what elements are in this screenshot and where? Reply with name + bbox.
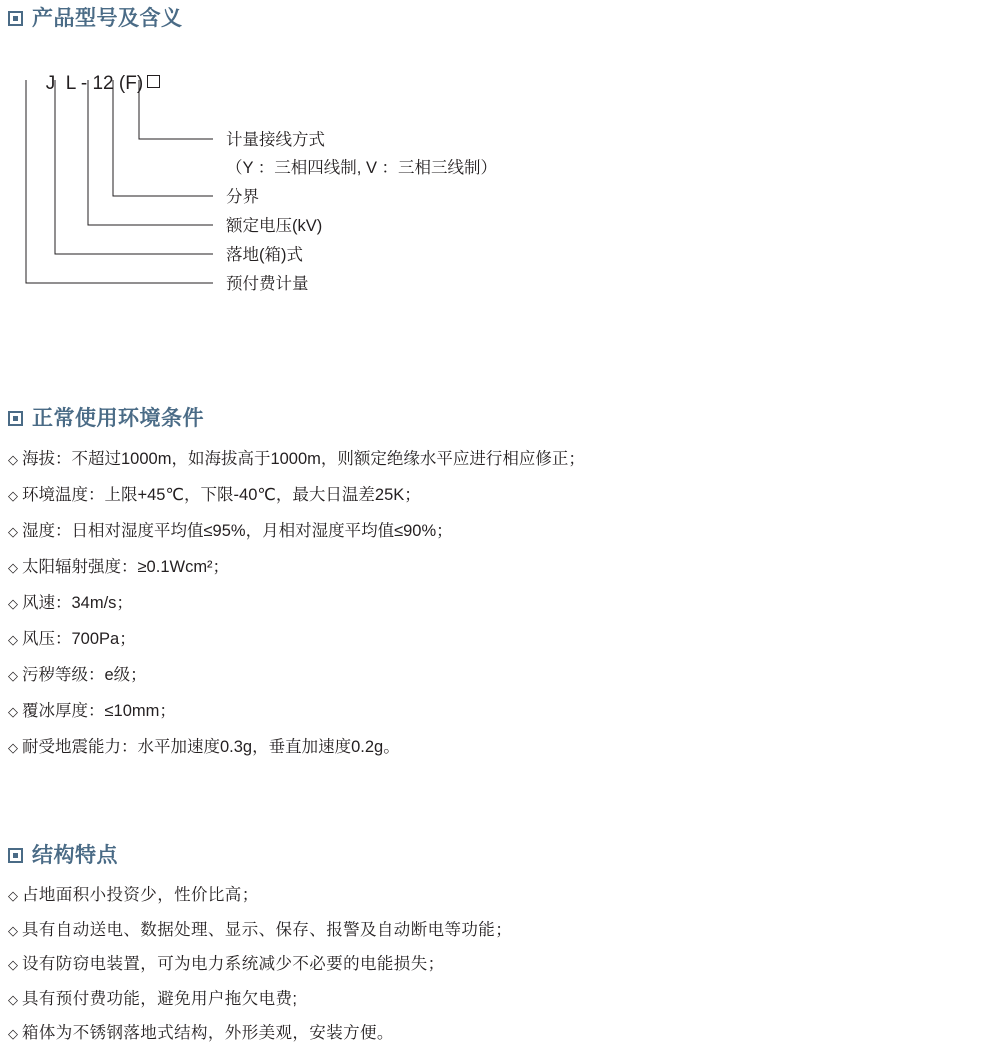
list-item — [8, 523, 968, 540]
label-boundary: 分界 — [226, 188, 259, 206]
diamond-bullet-icon: ◇ — [8, 596, 18, 611]
list-item-text: 耐受地震能力：水平加速度0.3g，垂直加速度0.2g。 — [22, 738, 400, 756]
model-code-value: J L - 12 (F) — [45, 73, 144, 94]
model-code-leader-diagram — [8, 68, 568, 303]
section-marker-icon — [8, 11, 23, 26]
list-item — [8, 739, 968, 756]
label-wiring-legend: （Y ：三相四线制, V ：三相三线制） — [226, 159, 498, 177]
list-item — [8, 956, 968, 973]
section-heading — [8, 408, 968, 429]
section-marker-icon — [8, 411, 23, 426]
list-item-text: 覆冰厚度：≤10mm； — [22, 702, 176, 720]
diamond-bullet-icon: ◇ — [8, 888, 18, 903]
list-item — [8, 703, 968, 720]
diamond-bullet-icon: ◇ — [8, 452, 18, 467]
leader-lines-svg — [8, 68, 568, 303]
diamond-bullet-icon: ◇ — [8, 488, 18, 503]
diamond-bullet-icon: ◇ — [8, 668, 18, 683]
diamond-bullet-icon: ◇ — [8, 740, 18, 755]
diamond-bullet-icon: ◇ — [8, 632, 18, 647]
list-item — [8, 667, 968, 684]
section-environment-conditions — [8, 408, 968, 775]
structure-list — [8, 887, 968, 1042]
section-product-model — [8, 7, 968, 293]
list-item-text: 具有自动送电、数据处理、显示、保存、报警及自动断电等功能； — [22, 920, 513, 939]
label-prepaid-metering: 预付费计量 — [226, 275, 309, 293]
list-item-text: 设有防窃电装置，可为电力系统减少不必要的电能损失； — [22, 955, 445, 973]
section-heading — [8, 845, 968, 866]
list-item-text: 占地面积小投资少，性价比高； — [22, 886, 259, 904]
list-item-text: 箱体为不锈钢落地式结构，外形美观，安装方便。 — [22, 1024, 394, 1042]
list-item-text: 风压：700Pa； — [22, 630, 136, 648]
diamond-bullet-icon: ◇ — [8, 991, 18, 1007]
list-item — [8, 631, 968, 648]
list-item-text: 环境温度：上限+45℃，下限-40℃，最大日温差25K； — [22, 486, 421, 504]
label-metering-wiring: 计量接线方式 — [226, 131, 325, 149]
list-item-text: 具有预付费功能，避免用户拖欠电费; — [22, 989, 298, 1008]
section-title: 结构特点 — [32, 844, 118, 867]
environment-list — [8, 451, 968, 756]
list-item-text: 湿度：日相对湿度平均值≤95%，月相对湿度平均值≤90%； — [22, 522, 453, 540]
list-item — [8, 487, 968, 504]
list-item-text: 污秽等级：e级； — [22, 666, 147, 684]
diamond-bullet-icon: ◇ — [8, 524, 18, 539]
diamond-bullet-icon: ◇ — [8, 560, 18, 575]
list-item — [8, 1025, 968, 1042]
diamond-bullet-icon: ◇ — [8, 1026, 18, 1041]
section-title: 产品型号及含义 — [32, 7, 183, 30]
list-item — [8, 595, 968, 612]
list-item-text: 风速：34m/s； — [22, 594, 133, 612]
section-title: 正常使用环境条件 — [32, 407, 204, 430]
list-item — [8, 922, 968, 939]
section-heading — [8, 8, 968, 29]
list-item — [8, 887, 968, 904]
list-item-text: 海拔：不超过1000m，如海拔高于1000m，则额定绝缘水平应进行相应修正； — [22, 450, 585, 468]
label-floor-cabinet-type: 落地(箱)式 — [226, 246, 303, 264]
list-item — [8, 559, 968, 576]
section-marker-icon — [8, 848, 23, 863]
diamond-bullet-icon: ◇ — [8, 922, 18, 938]
diamond-bullet-icon: ◇ — [8, 957, 18, 972]
list-item — [8, 451, 968, 468]
diamond-bullet-icon: ◇ — [8, 704, 18, 719]
list-item — [8, 991, 968, 1008]
list-item-text: 太阳辐射强度：≥0.1Wcm²； — [22, 558, 230, 576]
label-rated-voltage: 额定电压(kV) — [226, 217, 323, 235]
section-structure-features — [8, 845, 968, 1060]
